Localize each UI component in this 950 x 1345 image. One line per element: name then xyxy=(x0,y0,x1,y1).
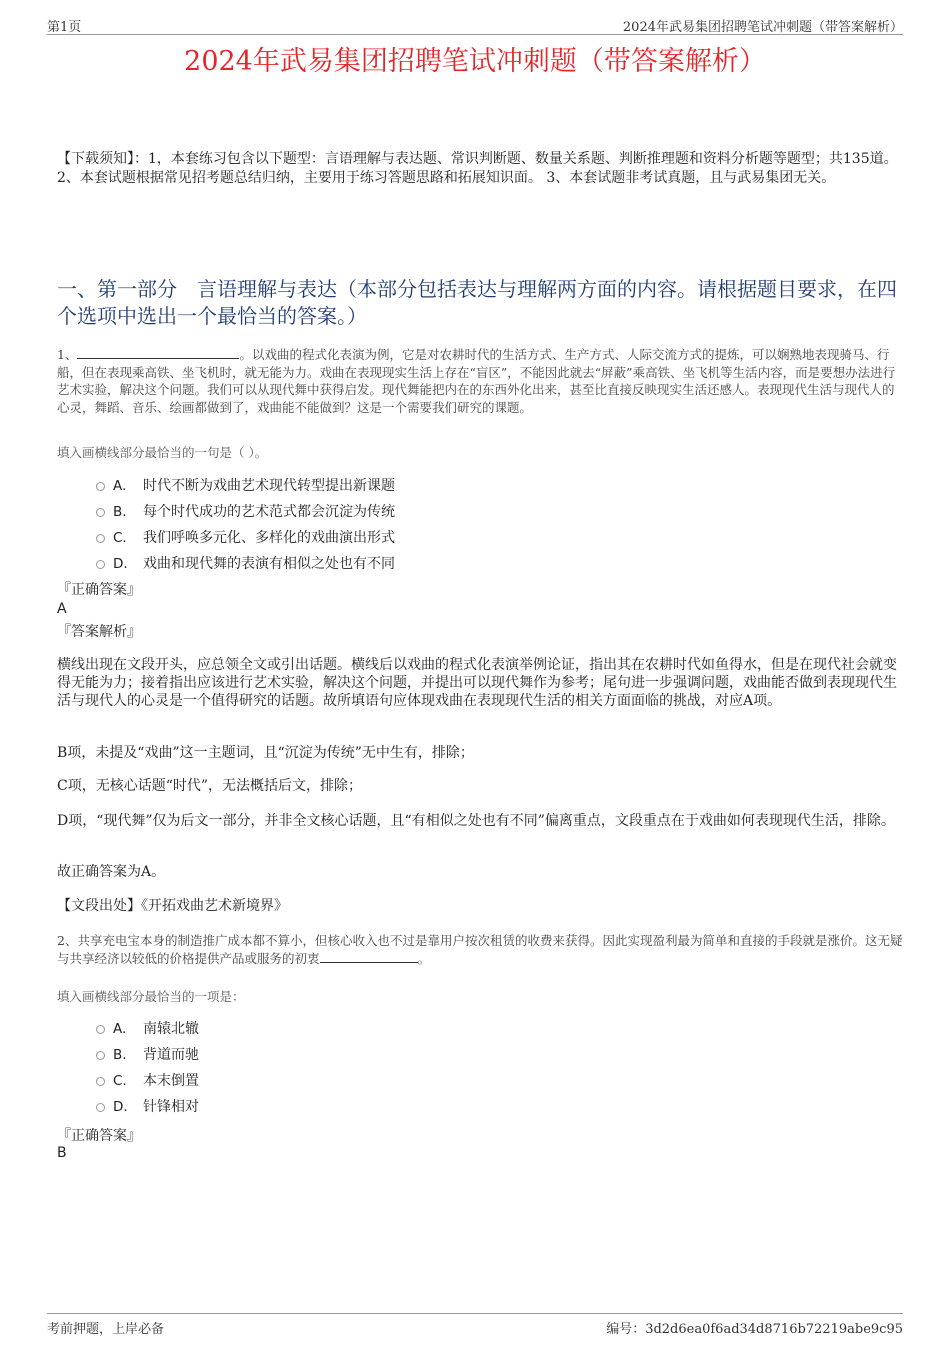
question-2-body: 2、共享充电宝本身的制造推广成本都不算小，但核心收入也不过是靠用户按次租赁的收费来获得。因此实现盈利最为简单和直接的手段就是涨价。这无疑与共享经济以较低的价格提供产品或服务的初衷 xyxy=(57,933,903,966)
radio-icon[interactable] xyxy=(96,482,105,491)
analysis-label: 『答案解析』 xyxy=(57,624,141,640)
page-number: 第1页 xyxy=(47,20,82,35)
option-a[interactable]: A. 时代不断为戏曲艺术现代转型提出新课题 xyxy=(96,473,395,499)
option-b[interactable]: B. 每个时代成功的艺术范式都会沉淀为传统 xyxy=(96,499,395,525)
radio-icon[interactable] xyxy=(96,1103,105,1112)
option-c[interactable]: C. 本末倒置 xyxy=(96,1068,199,1094)
question-1-text xyxy=(57,346,903,416)
radio-icon[interactable] xyxy=(96,1051,105,1060)
question-2-text: 2、共享充电宝本身的制造推广成本都不算小，但核心收入也不过是靠用户按次租赁的收费来获得。因此实现盈利最为简单和直接的手段就是涨价。这无疑与共享经济以较低的价格提供产品或服务的初衷 。 xyxy=(57,933,903,966)
question-1-options xyxy=(96,473,395,577)
correct-answer-label: 『正确答案』 xyxy=(57,582,141,598)
option-a[interactable]: A. 南辕北辙 xyxy=(96,1016,199,1042)
correct-answer-label: 『正确答案』 xyxy=(57,1128,141,1144)
analysis-paragraph: B项，未提及“戏曲”这一主题词，且“沉淀为传统”无中生有，排除； xyxy=(57,745,474,761)
question-2-options xyxy=(96,1016,199,1120)
question-1-prompt: 填入画横线部分最恰当的一句是（ ）。 xyxy=(57,445,268,460)
answer-blank xyxy=(77,347,239,359)
correct-answer: B xyxy=(57,1145,67,1161)
option-b[interactable]: B. 背道而驰 xyxy=(96,1042,199,1068)
radio-icon[interactable] xyxy=(96,1077,105,1086)
analysis-paragraph: C项，无核心话题“时代”，无法概括后文，排除； xyxy=(57,778,363,794)
page-header xyxy=(47,14,903,35)
radio-icon[interactable] xyxy=(96,560,105,569)
radio-icon[interactable] xyxy=(96,534,105,543)
analysis-paragraph: 横线出现在文段开头，应总领全文或引出话题。横线后以戏曲的程式化表演举例论证，指出其在农耕时代如鱼得水，但是在现代社会就变得无能为力；接着指出应该进行艺术实验，解决这个问题，并提出可以现代舞作为参考；尾句进一步强调问题，戏曲能否做到表现现代生活与现代人的心灵是一个值得研究的话题。故所填语句应体现戏曲在表现现代生活的相关方面面临的挑战，对应A项。 xyxy=(57,657,897,709)
option-c[interactable]: C. 我们呼唤多元化、多样化的戏曲演出形式 xyxy=(96,525,395,551)
analysis-paragraph: D项，“现代舞”仅为后文一部分，并非全文核心话题，且“有相似之处也有不同”偏离重点，文段重点在于戏曲如何表现现代生活，排除。 xyxy=(57,813,895,829)
option-d[interactable]: D. 针锋相对 xyxy=(96,1094,199,1120)
question-1-number: 1、 xyxy=(57,347,78,362)
document-id: 编号：3d2d6ea0f6ad34d8716b72219abe9c95 xyxy=(606,1322,903,1337)
question-1-body: 。以戏曲的程式化表演为例，它是对农耕时代的生活方式、生产方式、人际交流方式的提炼，可以娴熟地表现骑马、行船，但在表现乘高铁、坐飞机时，就无能为力。戏曲在表现现实生活上存在“盲区”，不能因此就去“屏蔽”乘高铁、坐飞机等生活内容，而是要想办法进行艺术实验，解决这个问题。我们可以从现代舞中获得启发。现代舞能把内在的东西外化出来，甚至比直接反映现实生活还感人。表现现代生活与现代人的心灵，舞蹈、音乐、绘画都做到了，戏曲能不能做到？这是一个需要我们研究的课题。 xyxy=(57,347,896,415)
question-2-prompt: 填入画横线部分最恰当的一项是： xyxy=(57,989,245,1004)
page-title: 2024年武易集团招聘笔试冲刺题（带答案解析） xyxy=(184,46,766,77)
header-doc-title: 2024年武易集团招聘笔试冲刺题（带答案解析） xyxy=(622,20,903,35)
option-d[interactable]: D. 戏曲和现代舞的表演有相似之处也有不同 xyxy=(96,551,395,577)
download-notice: 【下载须知】：1，本套练习包含以下题型：言语理解与表达题、常识判断题、数量关系题、判断推理题和资料分析题等题型；共135道。 2、本套试题根据常见招考题总结归纳，主要用于练习答题思路和拓展知识面。 3、本套试题非考试真题，且与武易集团无关。 xyxy=(57,151,898,186)
page-footer xyxy=(47,1313,903,1337)
correct-answer: A xyxy=(57,601,67,617)
radio-icon[interactable] xyxy=(96,1025,105,1034)
radio-icon[interactable] xyxy=(96,508,105,517)
section-heading: 一、第一部分 言语理解与表达（本部分包括表达与理解两方面的内容。请根据题目要求，在四个选项中选出一个最恰当的答案。） xyxy=(57,277,897,328)
footer-slogan: 考前押题，上岸必备 xyxy=(47,1322,165,1337)
analysis-conclusion: 故正确答案为A。 xyxy=(57,864,166,880)
source-citation: 【文段出处】《开拓戏曲艺术新境界》 xyxy=(57,898,288,914)
answer-blank xyxy=(320,951,418,963)
